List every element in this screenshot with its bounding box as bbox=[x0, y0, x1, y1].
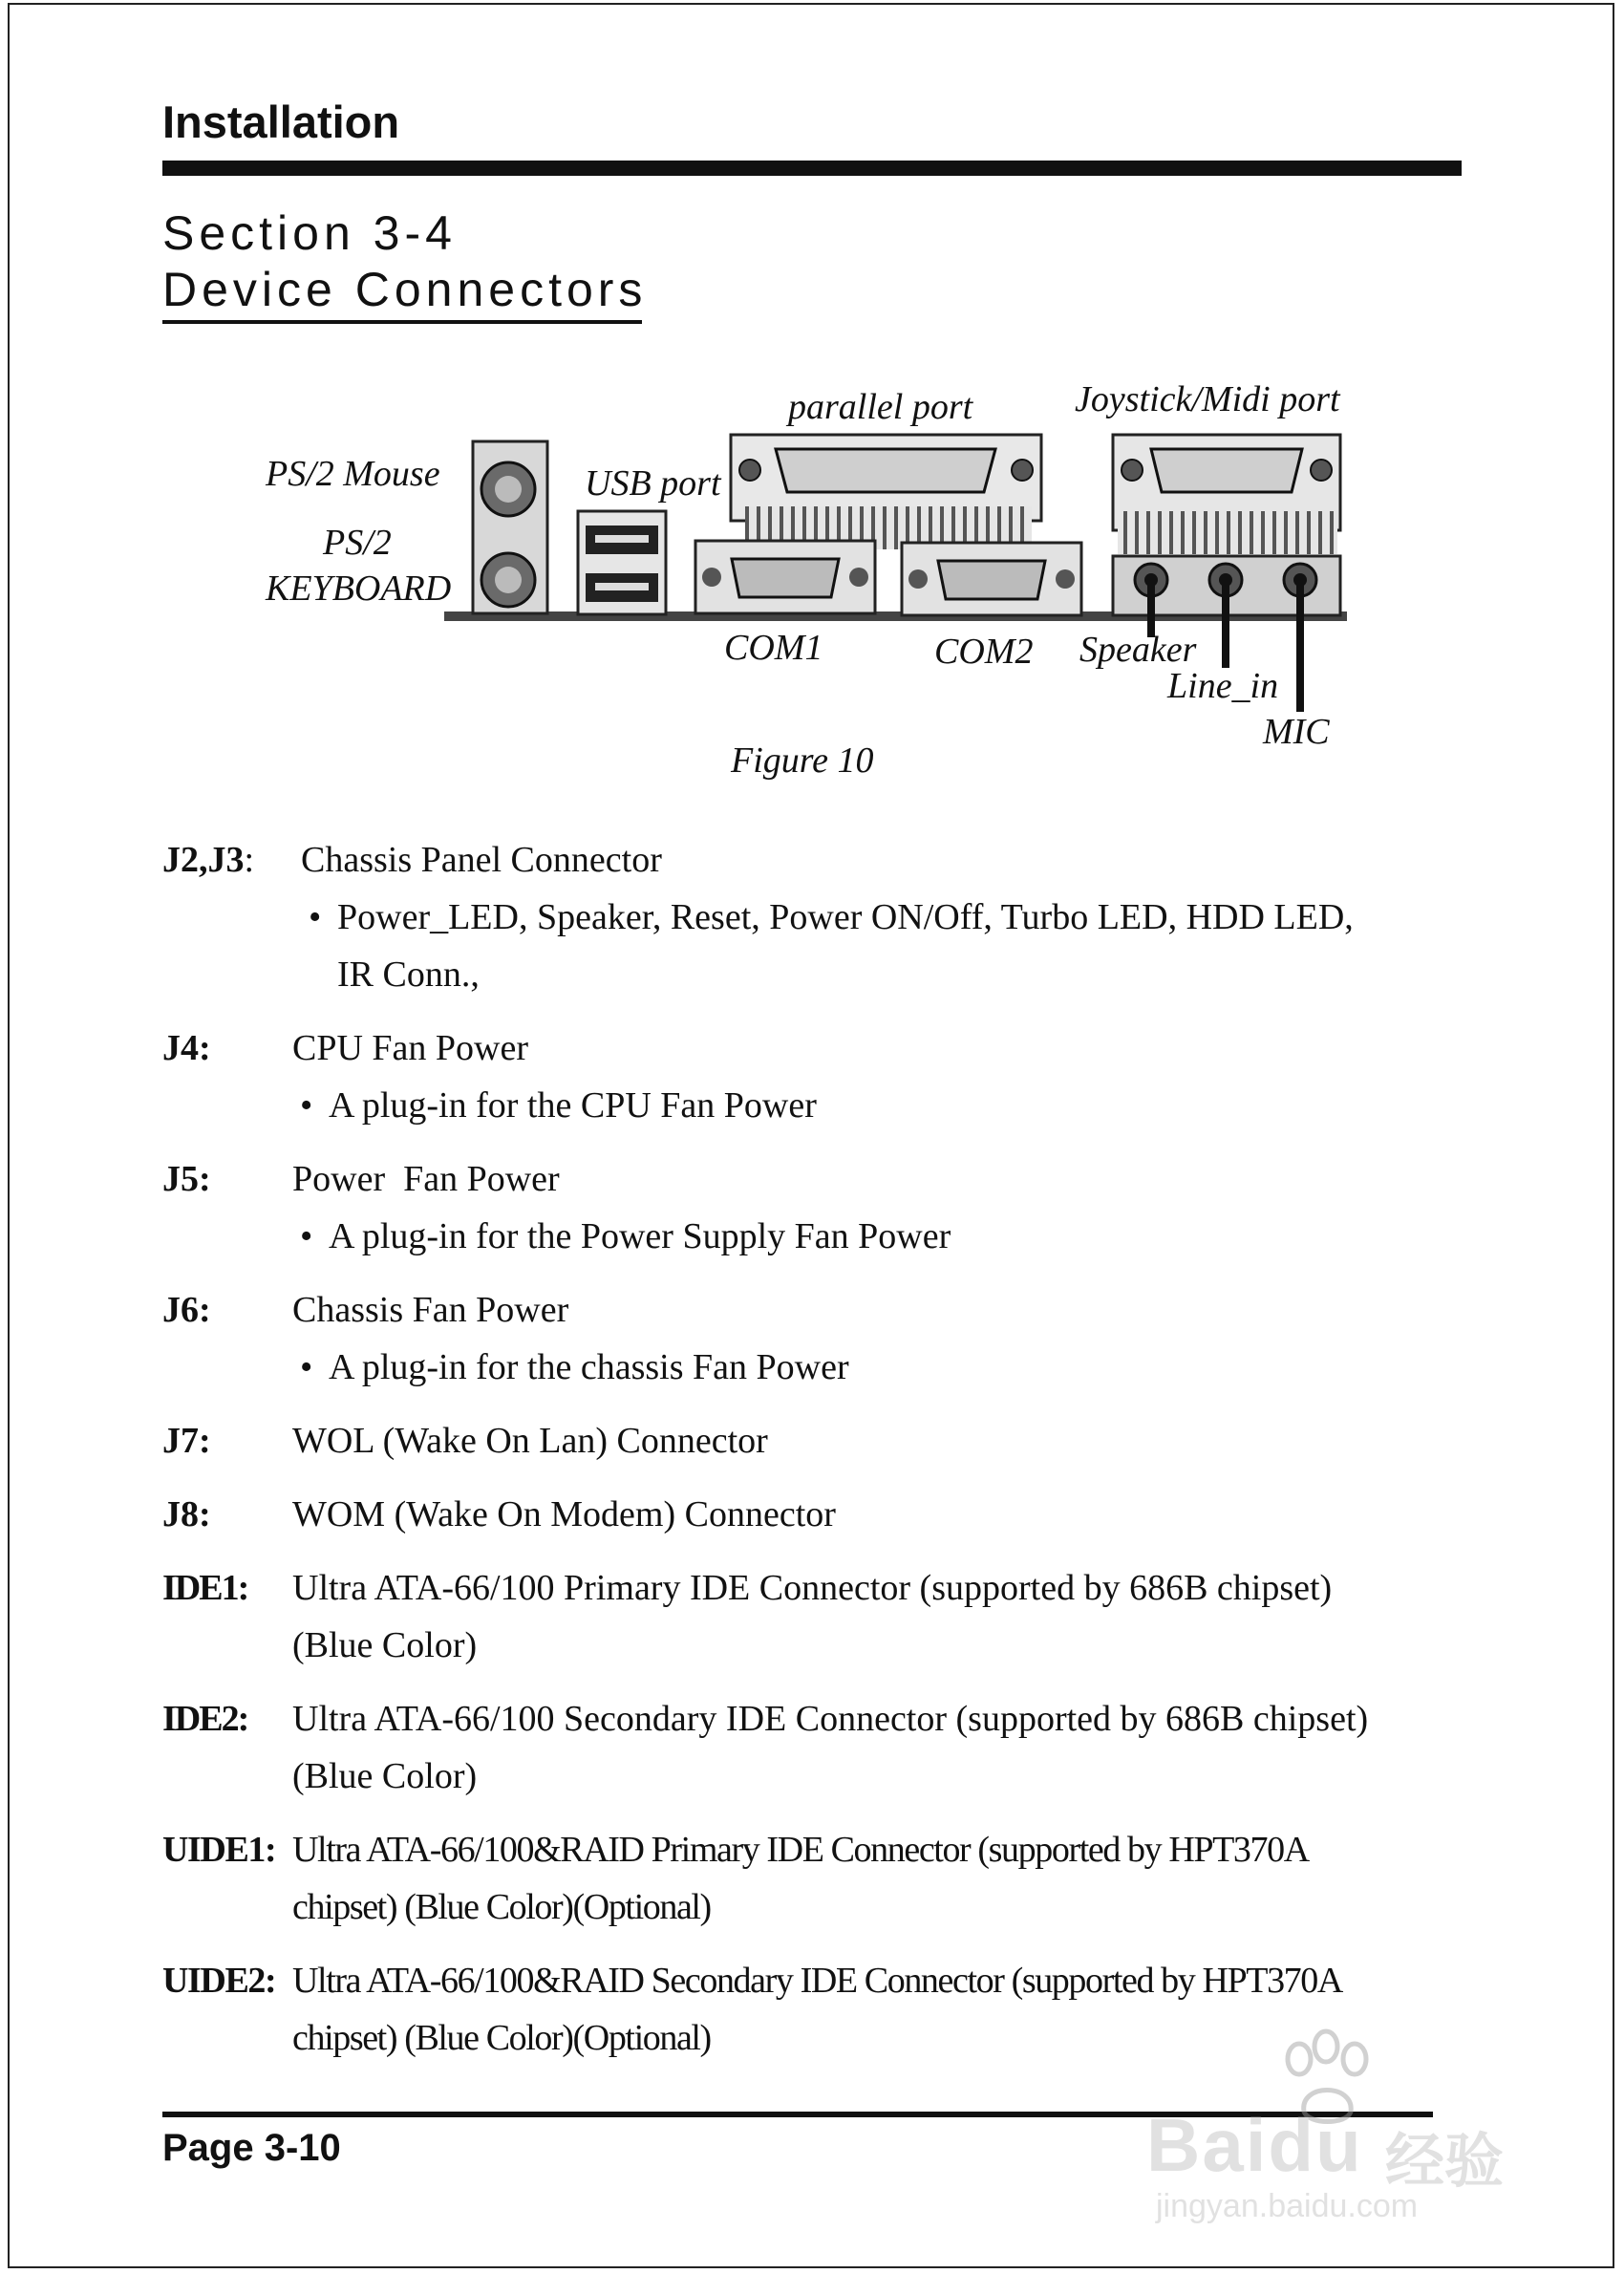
entry-ide2 bbox=[162, 1690, 1462, 1805]
mic-leader bbox=[1296, 580, 1304, 712]
entry-bullet-cont: IR Conn., bbox=[337, 955, 480, 995]
line-in-leader bbox=[1222, 580, 1229, 668]
watermark-url: jingyan.baidu.com bbox=[1156, 2188, 1419, 2224]
entry-j5 bbox=[162, 1150, 1462, 1265]
entry-label: J2,J3: bbox=[162, 840, 255, 880]
label-com1: COM1 bbox=[724, 628, 823, 668]
entry-bullet: • A plug-in for the chassis Fan Power bbox=[300, 1347, 849, 1387]
entry-bullet: • A plug-in for the Power Supply Fan Power bbox=[300, 1216, 951, 1256]
entry-continuation: (Blue Color) bbox=[292, 1625, 478, 1665]
entry-label: J6: bbox=[162, 1290, 211, 1330]
entry-label: IDE2: bbox=[162, 1699, 248, 1739]
section-number: Section 3-4 bbox=[162, 206, 457, 260]
entry-uide1 bbox=[162, 1821, 1462, 1936]
entry-j7 bbox=[162, 1412, 1462, 1470]
com2-connector bbox=[902, 543, 1081, 615]
entry-continuation: chipset) (Blue Color)(Optional) bbox=[292, 2018, 711, 2058]
entry-continuation: chipset) (Blue Color)(Optional) bbox=[292, 1887, 711, 1927]
entry-title: Chassis Fan Power bbox=[292, 1290, 569, 1330]
com1-connector bbox=[695, 541, 875, 613]
entry-label: IDE1: bbox=[162, 1568, 248, 1608]
entry-label: J5: bbox=[162, 1159, 211, 1199]
label-joystick-midi: Joystick/Midi port bbox=[1075, 379, 1340, 419]
entry-label: UIDE2: bbox=[162, 1961, 276, 2001]
entry-label: J8: bbox=[162, 1494, 211, 1534]
entry-j2-j3 bbox=[162, 831, 1462, 1003]
entry-continuation: (Blue Color) bbox=[292, 1756, 478, 1796]
baidu-watermark bbox=[1127, 2026, 1528, 2236]
entry-title: Ultra ATA-66/100&RAID Primary IDE Connector (supported by HPT370A bbox=[292, 1830, 1309, 1870]
entry-bullet: • Power_LED, Speaker, Reset, Power ON/Off, Turbo LED, HDD LED, bbox=[309, 897, 1354, 937]
footer-page-number: Page 3-10 bbox=[162, 2127, 341, 2169]
label-usb-port: USB port bbox=[585, 463, 721, 504]
connector-figure bbox=[0, 0, 1624, 783]
entry-title: Ultra ATA-66/100 Secondary IDE Connector (supported by 686B chipset) bbox=[292, 1699, 1369, 1739]
label-ps2-keyboard-2: KEYBOARD bbox=[266, 568, 452, 609]
entry-label: J7: bbox=[162, 1421, 211, 1461]
usb-connector-stack bbox=[578, 511, 666, 614]
entry-title: CPU Fan Power bbox=[292, 1028, 529, 1068]
entry-title: Power Fan Power bbox=[292, 1159, 560, 1199]
label-speaker: Speaker bbox=[1079, 630, 1197, 670]
entry-label: UIDE1: bbox=[162, 1830, 276, 1870]
label-ps2-mouse: PS/2 Mouse bbox=[266, 454, 440, 494]
entry-j8 bbox=[162, 1486, 1462, 1543]
watermark-cn: 经验 bbox=[1385, 2129, 1505, 2195]
entry-title: Ultra ATA-66/100 Primary IDE Connector (supported by 686B chipset) bbox=[292, 1568, 1333, 1608]
entry-title: Ultra ATA-66/100&RAID Secondary IDE Connector (supported by HPT370A bbox=[292, 1961, 1342, 2001]
speaker-leader bbox=[1147, 580, 1155, 637]
label-com2: COM2 bbox=[934, 632, 1034, 672]
section-title: Device Connectors bbox=[162, 263, 648, 316]
entry-j6 bbox=[162, 1281, 1462, 1396]
entry-j4 bbox=[162, 1019, 1462, 1134]
label-parallel-port: parallel port bbox=[788, 387, 973, 427]
running-header: Installation bbox=[162, 97, 400, 147]
entry-title: WOL (Wake On Lan) Connector bbox=[292, 1421, 768, 1461]
label-ps2-keyboard-1: PS/2 bbox=[323, 523, 392, 563]
entry-ide1 bbox=[162, 1559, 1462, 1674]
entry-title: Chassis Panel Connector bbox=[301, 840, 662, 880]
connector-list bbox=[162, 831, 1462, 2083]
watermark-brand: Baidu bbox=[1146, 2103, 1363, 2187]
entry-bullet: • A plug-in for the CPU Fan Power bbox=[300, 1085, 817, 1126]
entry-title: WOM (Wake On Modem) Connector bbox=[292, 1494, 836, 1534]
parallel-port-connector bbox=[731, 435, 1041, 549]
ps2-connector-stack bbox=[473, 441, 547, 613]
figure-caption: Figure 10 bbox=[731, 740, 874, 781]
label-line-in: Line_in bbox=[1167, 666, 1279, 706]
entry-label: J4: bbox=[162, 1028, 211, 1068]
joystick-midi-connector bbox=[1113, 435, 1340, 554]
label-mic: MIC bbox=[1263, 712, 1330, 752]
